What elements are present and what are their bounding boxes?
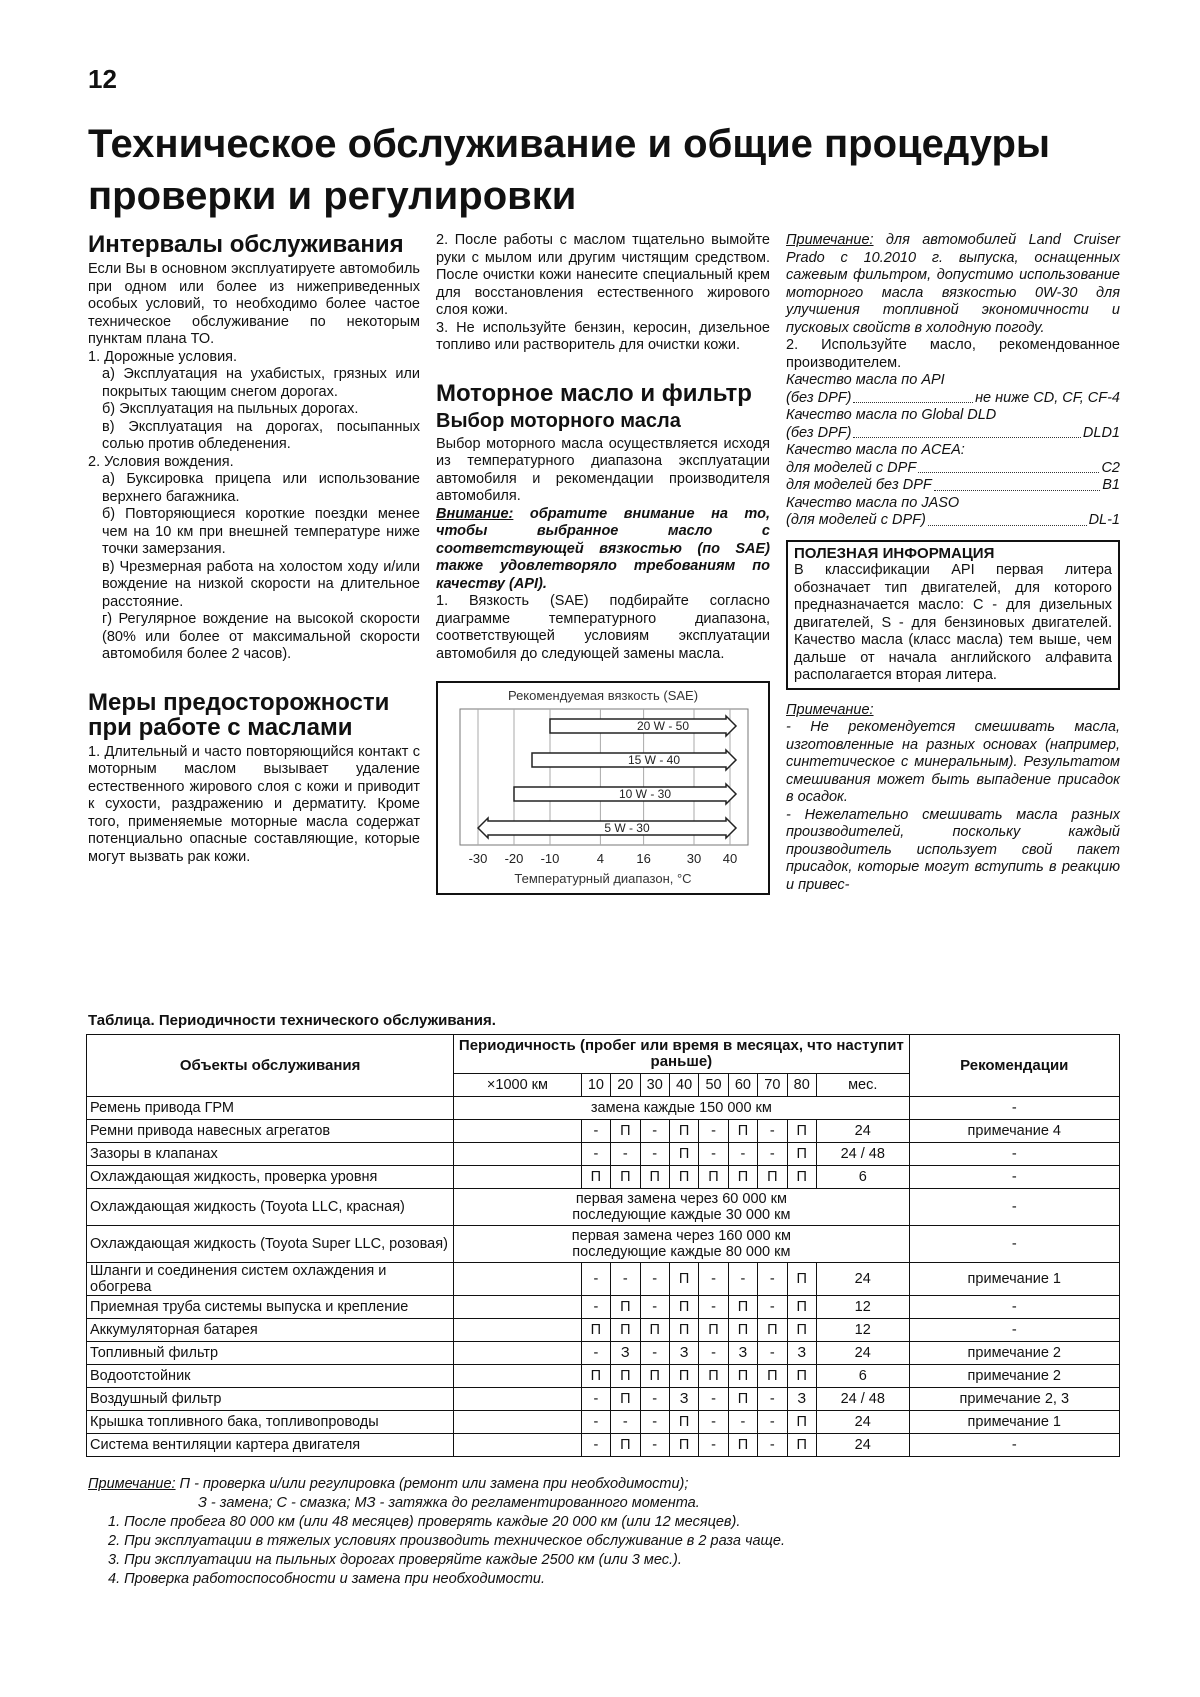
row-interval-cell: П [728,1120,757,1143]
chart-series-label: 10 W - 30 [618,787,672,801]
row-interval-cell: - [758,1342,787,1365]
row-interval-cell: П [758,1365,787,1388]
row-months: 24 [816,1434,909,1457]
table-row [87,1226,1120,1263]
oil-subheading: Выбор моторного масла [436,409,681,432]
row-interval-cell: - [728,1143,757,1166]
row-interval-cell: - [611,1143,640,1166]
note-body: для автомобилей Land Cruiser Prado с 10.2010 г. выпуска, оснащенных сажевым фильтром, допустимо использование моторного масла вязкостью 0W-30 для улучшения топливной экономичности и пусковых свойств в холодную погоду. [786,232,1120,336]
row-recommendation: - [909,1296,1119,1319]
row-interval-cell: П [699,1166,728,1189]
row-interval-cell: - [611,1263,640,1296]
note2-label-line [786,702,1120,720]
table-row [87,1411,1120,1434]
row-object: Водоотстойник [87,1365,454,1388]
row-interval-cell: П [611,1120,640,1143]
acea-label: Качество масла по ACEA: [786,442,965,458]
row-months: 24 [816,1411,909,1434]
row-interval-cell: П [699,1365,728,1388]
row-span-text: первая замена через 60 000 км последующие каждые 30 000 км [454,1189,909,1226]
row-recommendation: примечание 2, 3 [909,1388,1119,1411]
header-interval: 60 [728,1074,757,1097]
row-object: Зазоры в клапанах [87,1143,454,1166]
row-interval-cell: П [611,1166,640,1189]
row-interval-cell: - [728,1263,757,1296]
quality-intro: 2. Используйте масло, рекомендованное производителем. [786,337,1120,371]
row-km-cell [454,1120,581,1143]
row-interval-cell: П [787,1296,816,1319]
chart-title: Рекомендуемая вязкость (SAE) [507,688,699,703]
precautions-2: 2. После работы с маслом тщательно вымойте руки с мылом или другим чистящим средством. После очистки кожи нанесите специальный крем для восстановления естественного жирового слоя кожи. [436,232,770,318]
row-object: Ремень привода ГРМ [87,1097,454,1120]
row-km-cell [454,1296,581,1319]
column-2 [436,232,770,905]
row-km-cell [454,1411,581,1434]
footnote-4: 4. Проверка работоспособности и замена при необходимости. [108,1571,546,1587]
drive-heading: 2. Условия вождения. [88,453,234,470]
header-interval: 10 [581,1074,610,1097]
intervals-intro: Если Вы в основном эксплуатируете автомобиль при одном или более из нижеприведенных особых условий, то необходимо более частое техническое обслуживание по некоторым пунктам плана ТО. [88,261,420,347]
table-row [87,1434,1120,1457]
note2-a: - Не рекомендуется смешивать масла, изготовленные на разных основах (например, синтетическое с минеральным). Результатом смешивания может быть выпадение присадок в осадок. [786,719,1120,805]
footnote-legend [88,1475,1128,1494]
row-interval-cell: - [640,1120,669,1143]
row-interval-cell: З [728,1342,757,1365]
row-interval-cell: П [728,1296,757,1319]
api-value: не ниже CD, CF, CF-4 [975,389,1120,406]
table-row [87,1166,1120,1189]
row-object: Крышка топливного бака, топливопроводы [87,1411,454,1434]
precautions-heading: Меры предосторожности при работе с маслами [88,688,390,741]
row-interval-cell: П [728,1434,757,1457]
chart-tick-label: -20 [504,851,524,866]
jaso-cond: (для моделей с DPF) [786,512,926,528]
row-interval-cell: П [611,1296,640,1319]
row-interval-cell: П [787,1263,816,1296]
viscosity-chart-svg [438,683,768,889]
row-interval-cell: - [640,1434,669,1457]
row-object: Топливный фильтр [87,1342,454,1365]
maintenance-table [86,1034,1120,1457]
row-recommendation: - [909,1143,1119,1166]
chart-tick-label: -30 [468,851,488,866]
chart-tick-label: 30 [686,851,702,866]
row-interval-cell: З [669,1388,698,1411]
drive-item-c: в) Чрезмерная работа на холостом ходу и/или вождение на низкой скорости на длительное расстояние. [102,558,420,610]
row-interval-cell: - [640,1263,669,1296]
jaso-value: DL-1 [1088,512,1120,528]
row-interval-cell: П [758,1319,787,1342]
row-recommendation: - [909,1097,1119,1120]
row-interval-cell: П [728,1166,757,1189]
road-heading: 1. Дорожные условия. [88,348,238,365]
table-row [87,1342,1120,1365]
column-1 [88,232,420,866]
row-km-cell [454,1434,581,1457]
jaso-row [786,512,1120,530]
row-interval-cell: П [669,1365,698,1388]
row-interval-cell: П [640,1365,669,1388]
row-interval-cell: - [699,1120,728,1143]
footnote-2: 2. При эксплуатации в тяжелых условиях производить техническое обслуживание в 2 раза чаще. [108,1533,785,1549]
dld-value: DLD1 [1082,424,1120,441]
row-interval-cell: П [611,1434,640,1457]
row-interval-cell: П [787,1143,816,1166]
footnote-3: 3. При эксплуатации на пыльных дорогах проверяйте каждые 2500 км (или 3 мес.). [108,1552,682,1568]
row-recommendation: примечание 4 [909,1120,1119,1143]
dld-row [786,425,1120,443]
row-months: 12 [816,1296,909,1319]
row-months: 24 / 48 [816,1388,909,1411]
row-interval-cell: - [581,1342,610,1365]
row-km-cell [454,1365,581,1388]
header-interval: 80 [787,1074,816,1097]
row-interval-cell: - [728,1411,757,1434]
row-interval-cell: П [787,1365,816,1388]
row-interval-cell: - [758,1143,787,1166]
acea-nodpf-row [786,477,1120,495]
row-interval-cell: - [581,1388,610,1411]
row-interval-cell: П [728,1319,757,1342]
drive-item-b: б) Повторяющиеся короткие поездки менее чем на 10 км при внешней температуре ниже точки замерзания. [102,506,420,557]
road-item-a: а) Эксплуатация на ухабистых, грязных или покрытых тающим снегом дорогах. [102,366,420,400]
info-text: В классификации API первая литера обозначает тип двигателей, для которого предназначается масло: С - для дизельных двигателей, S - для бензиновых двигателей. Качество масла (класс масла) тем выше, чем дальше от начала английского алфавита располагается вторая литера. [794,562,1112,683]
header-interval: 40 [669,1074,698,1097]
acea-dpf-value: C2 [1101,459,1120,476]
row-interval-cell: - [611,1411,640,1434]
row-interval-cell: - [640,1342,669,1365]
dld-label: Качество масла по Global DLD [786,407,997,423]
row-interval-cell: П [787,1434,816,1457]
road-item-b: б) Эксплуатация на пыльных дорогах. [102,401,359,417]
oil-text: Выбор моторного масла осуществляется исходя из температурного диапазона эксплуатации автомобиля и рекомендации производителя автомобиля. [436,435,770,504]
row-object: Шланги и соединения систем охлаждения и обогрева [87,1263,454,1296]
row-interval-cell: П [699,1319,728,1342]
row-interval-cell: П [669,1434,698,1457]
row-months: 24 [816,1342,909,1365]
row-interval-cell: - [699,1143,728,1166]
row-interval-cell: З [787,1388,816,1411]
chart-series-label: 20 W - 50 [636,719,690,733]
row-months: 6 [816,1365,909,1388]
drive-item-d: г) Регулярное вождение на высокой скорости (80% или более от максимальной скорости автомобиля более 2 часов). [102,611,420,662]
row-interval-cell: - [699,1342,728,1365]
row-interval-cell: П [787,1166,816,1189]
column-3 [786,232,1120,894]
row-interval-cell: П [581,1365,610,1388]
row-km-cell [454,1143,581,1166]
row-km-cell [454,1166,581,1189]
road-item-c: в) Эксплуатация на дорогах, посыпанных солью против обледенения. [102,418,420,452]
row-interval-cell: П [581,1319,610,1342]
footnote-1: 1. После пробега 80 000 км (или 48 месяцев) проверять каждые 20 000 км (или 12 месяцев). [108,1514,741,1530]
intervals-heading: Интервалы обслуживания [88,231,404,258]
row-object: Ремни привода навесных агрегатов [87,1120,454,1143]
row-object: Приемная труба системы выпуска и крепление [87,1296,454,1319]
row-span-text: первая замена через 160 000 км последующие каждые 80 000 км [454,1226,909,1263]
row-interval-cell: - [581,1120,610,1143]
chart-tick-label: 16 [636,851,651,866]
warning-body: обратите внимание на то, чтобы выбранное масло с соответствующей вязкостью (по SAE) также удовлетворяло требованиям по качеству (API). [436,505,770,592]
footnote-label: Примечание: [88,1476,176,1492]
row-interval-cell: П [787,1411,816,1434]
row-interval-cell: - [699,1434,728,1457]
row-object: Воздушный фильтр [87,1388,454,1411]
row-interval-cell: П [787,1120,816,1143]
precautions-1: 1. Длительный и часто повторяющийся контакт с моторным маслом вызывает удаление естественного жирового слоя с кожи и приводит к сухости, раздражению и дерматиту. Кроме того, применяемые моторные масла содержат потенциально опасные составляющие, которые могут вызвать рак кожи. [88,743,420,865]
row-interval-cell: П [640,1166,669,1189]
row-km-cell [454,1388,581,1411]
header-objects: Объекты обслуживания [87,1035,454,1097]
row-interval-cell: - [758,1296,787,1319]
drive-item-a: а) Буксировка прицепа или использование верхнего багажника. [102,471,420,505]
row-span-text: замена каждые 150 000 км [454,1097,909,1120]
row-interval-cell: П [787,1319,816,1342]
row-object: Аккумуляторная батарея [87,1319,454,1342]
row-interval-cell: П [669,1319,698,1342]
row-interval-cell: П [581,1166,610,1189]
table-row [87,1388,1120,1411]
row-interval-cell: - [581,1434,610,1457]
row-recommendation: примечание 1 [909,1411,1119,1434]
table-row [87,1263,1120,1296]
header-km: ×1000 км [454,1074,581,1097]
row-interval-cell: - [758,1434,787,1457]
row-interval-cell: П [669,1166,698,1189]
row-km-cell [454,1263,581,1296]
chart-series-label: 15 W - 40 [627,753,681,767]
chart-series-label: 5 W - 30 [604,821,650,835]
note-prado [786,232,1120,337]
row-interval-cell: - [640,1143,669,1166]
row-recommendation: - [909,1226,1119,1263]
api-row [786,390,1120,408]
oil-heading: Моторное масло и фильтр [436,379,752,407]
table-row [87,1296,1120,1319]
row-recommendation: - [909,1189,1119,1226]
table-row [87,1143,1120,1166]
row-interval-cell: П [728,1365,757,1388]
header-recommendations: Рекомендации [909,1035,1119,1097]
row-interval-cell: - [581,1296,610,1319]
acea-nodpf-value: B1 [1102,477,1120,493]
chart-tick-label: 40 [722,851,738,866]
row-recommendation: - [909,1319,1119,1342]
warning-label: Внимание: [436,505,514,522]
row-interval-cell: П [669,1411,698,1434]
row-object: Охлаждающая жидкость, проверка уровня [87,1166,454,1189]
header-period: Периодичность (пробег или время в месяцах, что наступит раньше) [454,1035,909,1074]
viscosity-chart [436,681,770,895]
note-label: Примечание: [786,232,874,248]
row-interval-cell: П [728,1388,757,1411]
header-interval: 30 [640,1074,669,1097]
row-recommendation: - [909,1166,1119,1189]
row-interval-cell: - [758,1263,787,1296]
row-interval-cell: П [669,1296,698,1319]
row-interval-cell: - [699,1296,728,1319]
table-row [87,1319,1120,1342]
row-recommendation: - [909,1434,1119,1457]
acea-dpf: для моделей с DPF [786,459,917,476]
row-recommendation: примечание 2 [909,1365,1119,1388]
row-interval-cell: - [640,1296,669,1319]
row-interval-cell: - [758,1411,787,1434]
row-interval-cell: П [611,1319,640,1342]
row-interval-cell: - [699,1411,728,1434]
dld-cond: (без DPF) [786,424,852,441]
row-interval-cell: - [699,1388,728,1411]
row-interval-cell: П [611,1365,640,1388]
table-body [87,1097,1120,1457]
viscosity-text: 1. Вязкость (SAE) подбирайте согласно диаграмме температурного диапазона, соответствующей условиям эксплуатации автомобиля до следующей замены масла. [436,593,770,662]
row-interval-cell: - [758,1120,787,1143]
footnote-line0: П - проверка и/или регулировка (ремонт или замена при необходимости); [175,1476,689,1492]
header-interval: 50 [699,1074,728,1097]
row-object: Охлаждающая жидкость (Toyota Super LLC, розовая) [87,1226,454,1263]
table-row [87,1189,1120,1226]
chart-x-label: Температурный диапазон, °C [514,871,692,886]
row-interval-cell: - [640,1388,669,1411]
warning-text [436,506,770,594]
api-cond: (без DPF) [786,389,852,406]
row-interval-cell: - [640,1411,669,1434]
header-interval: 70 [758,1074,787,1097]
row-interval-cell: З [669,1342,698,1365]
footnote-line0b: З - замена; С - смазка; МЗ - затяжка до регламентированного момента. [198,1495,700,1511]
row-km-cell [454,1342,581,1365]
row-object: Охлаждающая жидкость (Toyota LLC, красная) [87,1189,454,1226]
page-title: Техническое обслуживание и общие процедуры проверки и регулировки [88,122,1051,218]
api-label: Качество масла по API [786,372,945,388]
row-months: 24 [816,1263,909,1296]
table-caption: Таблица. Периодичности технического обслуживания. [88,1012,496,1029]
row-interval-cell: П [611,1388,640,1411]
info-box [786,540,1120,690]
header-months: мес. [816,1074,909,1097]
acea-nodpf: для моделей без DPF [786,477,932,493]
table-row [87,1097,1120,1120]
row-interval-cell: П [669,1143,698,1166]
row-object: Система вентиляции картера двигателя [87,1434,454,1457]
row-interval-cell: З [611,1342,640,1365]
row-months: 12 [816,1319,909,1342]
row-recommendation: примечание 2 [909,1342,1119,1365]
row-interval-cell: П [669,1263,698,1296]
row-interval-cell: З [787,1342,816,1365]
precautions-3: 3. Не используйте бензин, керосин, дизельное топливо или растворитель для очистки кожи. [436,319,770,353]
row-months: 24 [816,1120,909,1143]
row-months: 6 [816,1166,909,1189]
footnotes [88,1475,1128,1589]
note2-b: - Нежелательно смешивать масла разных производителей, поскольку каждый производитель использует свой пакет присадок, которые могут вступить в реакцию и привес- [786,806,1120,893]
jaso-label: Качество масла по JASO [786,494,960,511]
note2-label: Примечание: [786,701,874,718]
table-row [87,1120,1120,1143]
chart-tick-label: 4 [596,851,605,866]
row-interval-cell: - [581,1411,610,1434]
header-interval: 20 [611,1074,640,1097]
row-interval-cell: - [581,1143,610,1166]
row-recommendation: примечание 1 [909,1263,1119,1296]
row-interval-cell: - [581,1263,610,1296]
chart-tick-label: -10 [540,851,560,866]
row-interval-cell: - [699,1263,728,1296]
row-interval-cell: П [640,1319,669,1342]
row-interval-cell: П [669,1120,698,1143]
acea-dpf-row [786,460,1120,478]
row-interval-cell: П [758,1166,787,1189]
table-row [87,1365,1120,1388]
row-interval-cell: - [758,1388,787,1411]
row-months: 24 / 48 [816,1143,909,1166]
page-number: 12 [88,64,117,94]
row-km-cell [454,1319,581,1342]
info-title: ПОЛЕЗНАЯ ИНФОРМАЦИЯ [794,544,995,562]
